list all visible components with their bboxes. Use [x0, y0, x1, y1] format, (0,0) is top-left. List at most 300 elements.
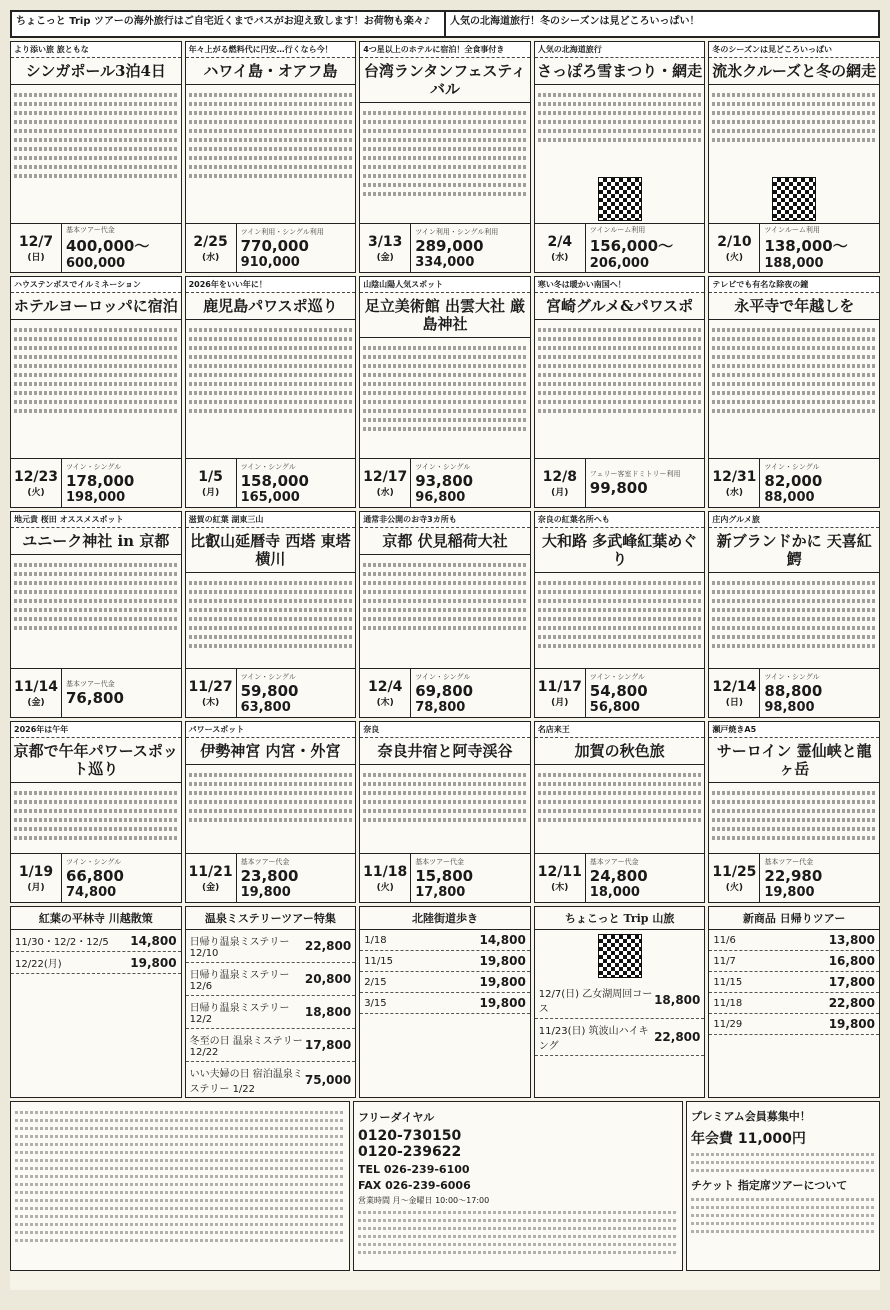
tour-date [11, 459, 62, 507]
tour-description [709, 573, 879, 668]
price-bar [535, 458, 705, 507]
tour-tag: テレビでも有名な除夜の鐘 [709, 277, 879, 293]
tour-prices [411, 224, 530, 272]
item-date: 冬至の日 温泉ミステリー 12/22 [189, 1036, 303, 1058]
tour-description [11, 783, 181, 853]
item-price: 13,800 [828, 933, 875, 947]
weekday: (火) [376, 882, 394, 893]
fax-number: FAX 026-239-6006 [358, 1179, 471, 1192]
price-bar [535, 668, 705, 717]
contact-box [353, 1101, 683, 1271]
tour-date [186, 669, 237, 717]
tour-prices [586, 854, 705, 902]
item-price: 75,000 [304, 1073, 352, 1087]
price-primary: 23,800 [240, 866, 299, 885]
tour-description [360, 555, 530, 668]
tour-card[interactable] [359, 276, 531, 508]
tour-description [11, 85, 181, 223]
date-value: 2/4 [547, 233, 573, 250]
list-item[interactable] [360, 930, 530, 951]
price-note: ツイン・シングル [240, 462, 296, 471]
tour-card[interactable] [185, 511, 357, 718]
price-primary: 770,000 [240, 236, 309, 255]
price-primary: 54,800 [589, 681, 648, 700]
date-value: 3/13 [368, 233, 403, 250]
price-secondary: 17,800 [415, 884, 466, 900]
tour-date [535, 854, 586, 902]
tour-description [360, 338, 530, 458]
tour-row-4 [10, 721, 880, 903]
price-note: ツイン・シングル [66, 462, 122, 471]
tour-title: さっぽろ雪まつり・網走 [535, 58, 705, 85]
price-secondary: 98,800 [764, 699, 815, 715]
item-date: 1/18 [364, 934, 387, 946]
tour-title: 加賀の秋色旅 [535, 738, 705, 765]
tour-prices [237, 669, 356, 717]
tour-description [709, 85, 879, 175]
tour-tag: 山陰山陽人気スポット [360, 277, 530, 293]
price-secondary: 198,000 [66, 489, 126, 505]
tour-tag: 通常非公開のお寺3カ所も [360, 512, 530, 528]
price-bar [186, 223, 356, 272]
weekday: (水) [551, 252, 569, 263]
tour-tag: 瀬戸焼きA5 [709, 722, 879, 738]
tour-title: ホテルヨーロッパに宿泊 [11, 293, 181, 320]
tour-date [11, 669, 62, 717]
price-note: 基本ツアー代金 [764, 857, 814, 866]
tour-prices [760, 854, 879, 902]
weekday: (月) [551, 487, 569, 498]
price-note: ツインルーム利用 [764, 226, 820, 234]
item-date: 日帰り温泉ミステリー 12/6 [189, 970, 290, 992]
tour-description [360, 103, 530, 223]
tour-date [11, 854, 62, 902]
weekday: (木) [376, 697, 394, 708]
price-note: ツインルーム利用 [589, 226, 646, 234]
price-secondary: 165,000 [240, 489, 300, 505]
price-bar [11, 668, 181, 717]
price-primary: 138,000～ [764, 237, 848, 255]
tour-prices [411, 854, 530, 902]
item-price: 19,800 [479, 954, 526, 968]
tour-date [186, 459, 237, 507]
tour-prices [586, 224, 705, 272]
tour-title: 永平寺で年越しを [709, 293, 879, 320]
tour-card[interactable] [534, 276, 706, 508]
list-item[interactable] [709, 972, 879, 993]
list-item[interactable] [11, 930, 181, 952]
list-item[interactable] [360, 972, 530, 993]
date-value: 11/25 [712, 863, 757, 880]
tour-title: シンガポール3泊4日 [11, 58, 181, 85]
price-note: ツイン・シングル [66, 857, 122, 866]
tour-title: 新ブランドかに 天喜紅鰐 [709, 528, 879, 573]
tour-prices [760, 669, 879, 717]
item-price: 14,800 [130, 933, 177, 948]
date-value: 12/31 [712, 468, 757, 485]
tour-card[interactable] [10, 721, 182, 903]
tour-description [186, 85, 356, 223]
list-item[interactable] [535, 1019, 705, 1056]
date-value: 11/21 [188, 863, 233, 880]
weekday: (火) [725, 252, 743, 263]
tour-prices [62, 854, 181, 902]
price-bar [535, 223, 705, 272]
weekday: (水) [376, 487, 394, 498]
date-value: 11/17 [537, 678, 582, 695]
tour-card[interactable] [534, 721, 706, 903]
weekday: (月) [27, 882, 45, 893]
tour-date [709, 459, 760, 507]
terms-box [10, 1101, 350, 1271]
tel-number[interactable]: TEL 026-239-6100 [358, 1163, 470, 1176]
price-note: 基本ツアー代金 [240, 857, 290, 866]
tour-date [186, 854, 237, 902]
ticket-title: チケット 指定席ツアーについて [691, 1179, 848, 1192]
weekday: (日) [725, 697, 743, 708]
list-item[interactable] [11, 952, 181, 974]
tour-date [11, 224, 62, 272]
date-value: 12/23 [13, 468, 59, 485]
price-bar [709, 668, 879, 717]
list-item[interactable] [709, 930, 879, 951]
qr-code-icon[interactable] [598, 177, 642, 221]
price-bar [360, 223, 530, 272]
price-primary: 82,000 [764, 471, 823, 490]
tour-list-heading: 北陸街道歩き [360, 907, 530, 930]
item-price: 22,800 [304, 939, 352, 953]
tour-description [11, 320, 181, 458]
top-banner-right: 人気の北海道旅行！冬のシーズンは見どころいっぱい！ [444, 12, 878, 36]
tour-tag: 奈良 [360, 722, 530, 738]
item-price: 20,800 [304, 972, 352, 986]
price-secondary: 188,000 [764, 256, 824, 271]
tour-title: 足立美術館 出雲大社 厳島神社 [360, 293, 530, 338]
tour-title: 流氷クルーズと冬の網走 [709, 58, 879, 85]
price-primary: 400,000～ [66, 237, 150, 255]
price-primary: 22,980 [764, 866, 823, 885]
tour-description [186, 765, 356, 853]
price-bar [360, 853, 530, 902]
tour-title: 大和路 多武峰紅葉めぐり [535, 528, 705, 573]
tour-prices [586, 459, 705, 507]
price-bar [11, 853, 181, 902]
business-hours: 営業時間 月～金曜日 10:00～17:00 [358, 1196, 490, 1205]
item-price: 19,800 [479, 975, 526, 989]
price-primary: 99,800 [589, 479, 648, 497]
price-secondary: 74,800 [66, 884, 117, 900]
tour-tag: 名店来王 [535, 722, 705, 738]
tour-date [709, 669, 760, 717]
tour-date [709, 224, 760, 272]
tour-list-heading: ちょこっと Trip 山旅 [535, 907, 705, 930]
tour-description [186, 320, 356, 458]
tour-card[interactable] [708, 511, 880, 718]
tour-tag: 人気の北海道旅行 [535, 42, 705, 58]
tour-card[interactable] [708, 276, 880, 508]
tour-title: 奈良井宿と阿寺渓谷 [360, 738, 530, 765]
price-bar [535, 853, 705, 902]
tour-title: 台湾ランタンフェスティバル [360, 58, 530, 103]
qr-code-icon[interactable] [772, 177, 816, 221]
premium-box [686, 1101, 880, 1271]
tour-description [535, 320, 705, 458]
weekday: (月) [551, 697, 569, 708]
price-bar [709, 853, 879, 902]
list-item[interactable] [186, 1029, 356, 1062]
date-value: 12/4 [368, 678, 403, 695]
tour-title: 京都で午年パワースポット巡り [11, 738, 181, 783]
item-price: 19,800 [130, 955, 177, 970]
item-date: 11/6 [713, 934, 736, 946]
tour-card[interactable] [708, 41, 880, 273]
tour-date [360, 669, 411, 717]
price-bar [186, 458, 356, 507]
list-item[interactable] [186, 930, 356, 963]
tour-card[interactable] [10, 41, 182, 273]
price-secondary: 910,000 [240, 254, 300, 270]
price-secondary: 78,800 [415, 699, 466, 715]
tour-card[interactable] [185, 276, 357, 508]
weekday: (木) [551, 882, 569, 893]
date-value: 11/18 [363, 863, 408, 880]
tour-card[interactable] [185, 41, 357, 273]
tour-prices [237, 459, 356, 507]
tour-tag: 寒い冬は暖かい南国へ！ [535, 277, 705, 293]
tour-description [535, 765, 705, 853]
item-price: 18,800 [654, 993, 701, 1007]
item-date: 11/23(日) 筑波山ハイキング [538, 1026, 649, 1052]
tour-tag: パワースポット [186, 722, 356, 738]
weekday: (水) [201, 252, 220, 263]
tour-tag: 奈良の紅葉名所へも [535, 512, 705, 528]
price-secondary: 19,800 [764, 884, 815, 900]
price-note: ツイン・シングル [240, 672, 296, 681]
tour-description [11, 555, 181, 668]
weekday: (金) [27, 697, 45, 708]
item-date: 2/15 [364, 976, 387, 988]
price-bar [11, 223, 181, 272]
price-primary: 289,000 [415, 236, 484, 255]
tour-tag: より添い旅 旅ともな [11, 42, 181, 58]
phone-label: フリーダイヤル [358, 1111, 435, 1124]
tour-tag: 4つ星以上のホテルに宿泊！全食事付き [360, 42, 530, 58]
tour-date [186, 224, 237, 272]
item-date: 11/15 [713, 976, 743, 988]
tour-card[interactable] [534, 511, 706, 718]
price-bar [709, 458, 879, 507]
item-date: 11/29 [713, 1018, 743, 1030]
date-value: 12/11 [537, 863, 582, 880]
tour-tag: 年々上がる燃料代に円安…行くなら今！ [186, 42, 356, 58]
price-primary: 93,800 [415, 471, 474, 490]
tour-row-5 [10, 906, 880, 1098]
qr-code-icon[interactable] [598, 934, 642, 978]
item-date: いい夫婦の日 宿泊温泉ミステリー 1/22 [189, 1069, 303, 1095]
tour-prices [237, 224, 356, 272]
tour-date [360, 224, 411, 272]
item-price: 17,800 [304, 1038, 352, 1052]
tour-date [535, 224, 586, 272]
tour-prices [237, 854, 356, 902]
price-note: 基本ツアー代金 [415, 857, 464, 866]
tour-title: 鹿児島パワスポ巡り [186, 293, 356, 320]
weekday: (水) [725, 487, 743, 498]
tour-description [709, 320, 879, 458]
tour-card[interactable] [10, 511, 182, 718]
item-price: 19,800 [479, 996, 526, 1010]
price-primary: 69,800 [415, 681, 474, 700]
price-secondary: 56,800 [589, 699, 640, 715]
weekday: (火) [27, 487, 45, 498]
list-item[interactable] [709, 1014, 879, 1035]
item-price: 18,800 [304, 1005, 352, 1019]
item-price: 16,800 [828, 954, 875, 968]
tour-card[interactable] [359, 721, 531, 903]
tour-card[interactable] [708, 721, 880, 903]
tour-prices [411, 669, 530, 717]
price-secondary: 600,000 [66, 256, 126, 271]
item-date: 日帰り温泉ミステリー 12/2 [189, 1003, 290, 1025]
date-value: 1/19 [18, 863, 54, 880]
weekday: (金) [201, 882, 220, 893]
price-secondary: 88,000 [764, 489, 815, 505]
item-date: 11/30・12/2・12/5 [15, 937, 109, 948]
price-secondary: 18,000 [589, 884, 640, 900]
list-item[interactable] [709, 951, 879, 972]
item-date: 12/7(日) 乙女湖周回コース [538, 989, 653, 1015]
tour-tag: ハウステンボスでイルミネーション [11, 277, 181, 293]
tour-prices [62, 224, 181, 272]
price-primary: 88,800 [764, 681, 823, 700]
item-date: 11/7 [713, 955, 736, 967]
tour-card[interactable] [359, 511, 531, 718]
list-item[interactable] [535, 982, 705, 1019]
tour-prices [62, 459, 181, 507]
tour-list-box[interactable] [359, 906, 531, 1098]
tour-tag: 滋賀の紅葉 湖東三山 [186, 512, 356, 528]
weekday: (金) [376, 252, 394, 263]
list-item[interactable] [186, 996, 356, 1029]
price-primary: 15,800 [415, 866, 474, 885]
tour-list-heading: 温泉ミステリーツアー特集 [186, 907, 356, 930]
tour-date [709, 854, 760, 902]
tour-description [535, 573, 705, 668]
tour-date [360, 854, 411, 902]
tour-date [360, 459, 411, 507]
list-item[interactable] [360, 951, 530, 972]
tour-list-box[interactable] [185, 906, 357, 1098]
tour-list-box[interactable] [10, 906, 182, 1098]
price-bar [186, 668, 356, 717]
item-price: 14,800 [479, 933, 526, 947]
phone-number-2[interactable]: 0120-239622 [358, 1144, 462, 1160]
tour-card[interactable] [185, 721, 357, 903]
list-item[interactable] [186, 963, 356, 996]
price-primary: 66,800 [66, 866, 124, 885]
tour-description [186, 573, 356, 668]
tour-tag: 庄内グルメ旅 [709, 512, 879, 528]
price-note: ツイン・シングル [764, 672, 820, 681]
phone-number-1[interactable]: 0120-730150 [358, 1128, 462, 1144]
tour-card[interactable] [534, 41, 706, 273]
price-note: フェリー客室ドミトリー利用 [589, 470, 681, 478]
weekday: (月) [201, 487, 220, 498]
price-bar [709, 223, 879, 272]
weekday: (木) [201, 697, 220, 708]
tour-prices [760, 459, 879, 507]
tour-title: 伊勢神宮 内宮・外宮 [186, 738, 356, 765]
tour-row-1 [10, 41, 880, 273]
price-note: ツイン利用・シングル利用 [415, 227, 499, 236]
tour-list-heading: 紅葉の平林寺 川越散策 [11, 907, 181, 930]
tour-prices [760, 224, 879, 272]
date-value: 12/8 [542, 468, 577, 485]
price-primary: 158,000 [240, 471, 309, 490]
tour-title: 宮崎グルメ&パワスポ [535, 293, 705, 320]
tour-card[interactable] [359, 41, 531, 273]
price-primary: 76,800 [66, 689, 124, 707]
tour-description [360, 765, 530, 853]
top-banner-left: ちょこっと Trip ツアーの海外旅行はご自宅近くまでバスがお迎え致します！お荷物も楽々♪ [16, 16, 431, 27]
price-secondary: 19,800 [240, 884, 291, 900]
tour-title: サーロイン 霊仙峡と龍ヶ岳 [709, 738, 879, 783]
list-item[interactable] [360, 993, 530, 1014]
price-note: ツイン・シングル [589, 672, 645, 681]
price-primary: 178,000 [66, 471, 135, 490]
price-secondary: 206,000 [589, 256, 650, 271]
date-value: 11/27 [188, 678, 233, 695]
price-secondary: 63,800 [240, 699, 291, 715]
tour-date [535, 669, 586, 717]
price-bar [360, 458, 530, 507]
date-value: 2/10 [717, 233, 752, 250]
top-banner [10, 10, 880, 38]
tour-row-3 [10, 511, 880, 718]
tour-tag: 2026年は午年 [11, 722, 181, 738]
newspaper-ad-page [10, 10, 880, 1290]
tour-title: ハワイ島・オアフ島 [186, 58, 356, 85]
date-value: 12/14 [712, 678, 757, 695]
tour-prices [62, 669, 181, 717]
tour-list-box[interactable] [708, 906, 880, 1098]
tour-card[interactable] [10, 276, 182, 508]
item-date: 3/15 [364, 997, 387, 1009]
tour-list-box[interactable] [534, 906, 706, 1098]
price-bar [360, 668, 530, 717]
tour-prices [586, 669, 705, 717]
item-date: 11/18 [713, 997, 743, 1009]
date-value: 12/17 [363, 468, 408, 485]
price-note: ツイン・シングル [415, 462, 471, 471]
tour-description [709, 783, 879, 853]
tour-prices [411, 459, 530, 507]
weekday: (火) [725, 882, 743, 893]
date-value: 2/25 [193, 233, 228, 250]
tour-tag: 冬のシーズンは見どころいっぱい [709, 42, 879, 58]
footer [10, 1101, 880, 1271]
price-primary: 156,000～ [589, 237, 674, 255]
tour-description [535, 85, 705, 175]
price-secondary: 96,800 [415, 489, 466, 505]
item-price: 22,800 [654, 1030, 701, 1044]
tour-date [535, 459, 586, 507]
list-item[interactable] [709, 993, 879, 1014]
tour-list-heading: 新商品 日帰りツアー [709, 907, 879, 930]
price-note: 基本ツアー代金 [66, 226, 115, 234]
price-note: 基本ツアー代金 [589, 857, 639, 866]
list-item[interactable] [186, 1062, 356, 1098]
